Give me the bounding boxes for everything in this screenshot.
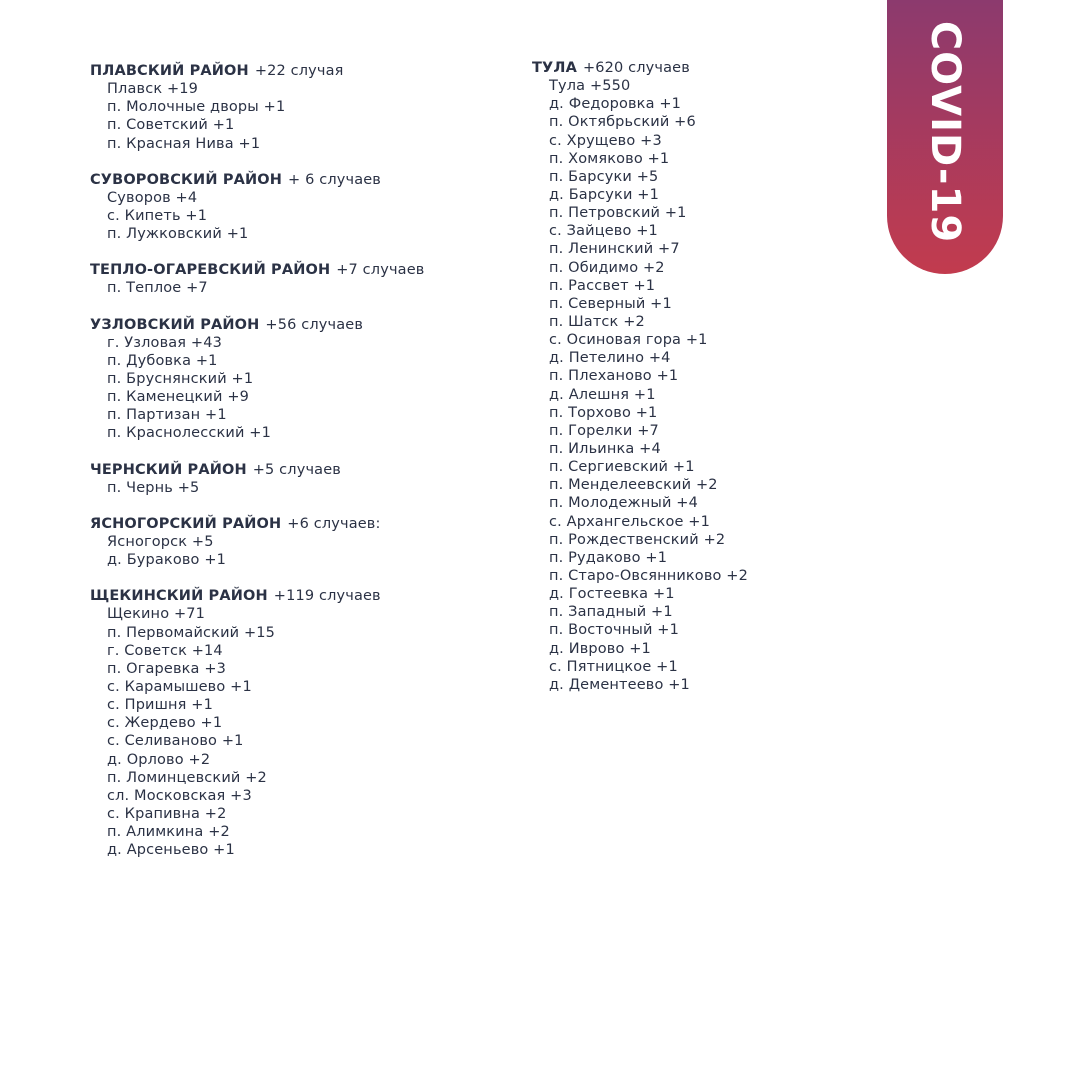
locality-item: г. Советск +14 — [107, 642, 223, 659]
district-block — [90, 261, 510, 297]
locality-item: д. Арсеньево +1 — [107, 842, 235, 859]
locality-item: п. Огаревка +3 — [107, 660, 227, 677]
locality-item: п. Красная Нива +1 — [107, 135, 261, 152]
locality-item: п. Старо-Овсянниково +2 — [549, 567, 748, 584]
locality-item: г. Узловая +43 — [107, 334, 222, 351]
district-name: ЧЕРНСКИЙ РАЙОН — [90, 461, 247, 478]
right-column — [532, 59, 852, 712]
district-case-count: +5 случаев — [252, 461, 341, 478]
locality-item: д. Федоровка +1 — [549, 96, 682, 113]
district-case-count: +119 случаев — [273, 588, 381, 605]
locality-item: с. Пришня +1 — [107, 697, 213, 714]
locality-item: д. Бураково +1 — [107, 552, 226, 569]
locality-item: п. Советский +1 — [107, 117, 235, 134]
district-case-count: +7 случаев — [336, 262, 425, 279]
district-name: ТЕПЛО-ОГАРЕВСКИЙ РАЙОН — [90, 262, 331, 279]
locality-item: Суворов +4 — [107, 189, 198, 206]
locality-item: п. Октябрьский +6 — [549, 114, 696, 131]
district-name: ТУЛА — [532, 60, 577, 76]
locality-item: п. Рассвет +1 — [549, 277, 656, 294]
locality-item: п. Ильинка +4 — [549, 440, 661, 457]
locality-item: п. Обидимо +2 — [549, 259, 665, 276]
district-case-count: +56 случаев — [265, 316, 364, 333]
district-case-count: + 6 случаев — [288, 171, 381, 188]
locality-item: п. Партизан +1 — [107, 407, 227, 424]
locality-item: п. Ломинцевский +2 — [107, 769, 267, 786]
district-heading — [532, 59, 852, 77]
district-block — [90, 461, 510, 497]
locality-item: п. Лужковский +1 — [107, 226, 249, 243]
locality-item: д. Барсуки +1 — [549, 186, 659, 203]
locality-item: сл. Московская +3 — [107, 787, 252, 804]
badge-label: COVID-19 — [922, 20, 968, 244]
locality-item: п. Бруснянский +1 — [107, 370, 254, 387]
district-heading — [90, 461, 510, 479]
locality-item: с. Пятницкое +1 — [549, 658, 678, 675]
district-block — [90, 515, 510, 569]
locality-item: п. Шатск +2 — [549, 313, 645, 330]
locality-item: д. Алешня +1 — [549, 386, 656, 403]
district-case-count: +6 случаев: — [287, 515, 381, 532]
locality-item: п. Восточный +1 — [549, 622, 679, 639]
locality-item: п. Дубовка +1 — [107, 352, 218, 369]
locality-item: с. Хрущево +3 — [549, 132, 662, 149]
locality-item: п. Первомайский +15 — [107, 624, 276, 641]
district-name: СУВОРОВСКИЙ РАЙОН — [90, 171, 283, 188]
locality-item: п. Петровский +1 — [549, 205, 687, 222]
district-heading — [90, 587, 510, 605]
locality-item: п. Сергиевский +1 — [549, 459, 695, 476]
district-heading — [90, 515, 510, 533]
district-block — [90, 171, 510, 244]
district-name: ЯСНОГОРСКИЙ РАЙОН — [90, 515, 282, 532]
locality-item: п. Плеханово +1 — [549, 368, 679, 385]
locality-item: с. Осиновая гора +1 — [549, 332, 708, 349]
locality-item: Щекино +71 — [107, 606, 206, 623]
locality-item: п. Барсуки +5 — [549, 168, 659, 185]
locality-item: п. Западный +1 — [549, 604, 673, 621]
left-column — [90, 62, 510, 877]
locality-item: с. Кипеть +1 — [107, 207, 208, 224]
locality-item: п. Северный +1 — [549, 295, 672, 312]
locality-item: Ясногорск +5 — [107, 533, 214, 550]
locality-item: п. Краснолесский +1 — [107, 425, 271, 442]
locality-item: Плавск +19 — [107, 81, 199, 98]
district-block — [90, 316, 510, 443]
district-case-count: +22 случая — [254, 63, 344, 79]
district-block — [90, 587, 510, 859]
locality-item: с. Архангельское +1 — [549, 513, 710, 530]
district-heading — [90, 62, 510, 80]
locality-item: п. Молодежный +4 — [549, 495, 698, 512]
district-heading — [90, 171, 510, 189]
district-block — [532, 59, 852, 694]
locality-item: п. Ленинский +7 — [549, 241, 680, 258]
locality-item: д. Дементеево +1 — [549, 676, 690, 693]
locality-item: п. Торхово +1 — [549, 404, 658, 421]
locality-item: п. Чернь +5 — [107, 479, 200, 496]
locality-item: д. Петелино +4 — [549, 350, 671, 367]
district-block — [90, 62, 510, 153]
locality-item: Тула +550 — [549, 78, 631, 95]
locality-item: п. Каменецкий +9 — [107, 389, 249, 406]
locality-item: с. Жердево +1 — [107, 715, 223, 732]
locality-item: п. Алимкина +2 — [107, 824, 230, 841]
locality-item: п. Менделеевский +2 — [549, 477, 718, 494]
locality-item: п. Молочные дворы +1 — [107, 99, 286, 116]
locality-item: д. Орлово +2 — [107, 751, 211, 768]
district-name: ЩЕКИНСКИЙ РАЙОН — [90, 588, 268, 605]
covid-badge — [887, 0, 1003, 274]
locality-item: д. Иврово +1 — [549, 640, 651, 657]
locality-item: с. Селиваново +1 — [107, 733, 244, 750]
locality-item: п. Рудаково +1 — [549, 549, 668, 566]
locality-item: с. Крапивна +2 — [107, 805, 227, 822]
locality-item: с. Зайцево +1 — [549, 223, 658, 240]
locality-item: д. Гостеевка +1 — [549, 586, 675, 603]
district-heading — [90, 261, 510, 279]
locality-item: с. Карамышево +1 — [107, 678, 252, 695]
locality-item: п. Рождественский +2 — [549, 531, 726, 548]
district-name: УЗЛОВСКИЙ РАЙОН — [90, 316, 260, 333]
district-heading — [90, 316, 510, 334]
district-case-count: +620 случаев — [582, 60, 690, 76]
locality-item: п. Теплое +7 — [107, 280, 208, 297]
district-name: ПЛАВСКИЙ РАЙОН — [90, 63, 249, 79]
locality-item: п. Хомяково +1 — [549, 150, 670, 167]
locality-item: п. Горелки +7 — [549, 422, 659, 439]
